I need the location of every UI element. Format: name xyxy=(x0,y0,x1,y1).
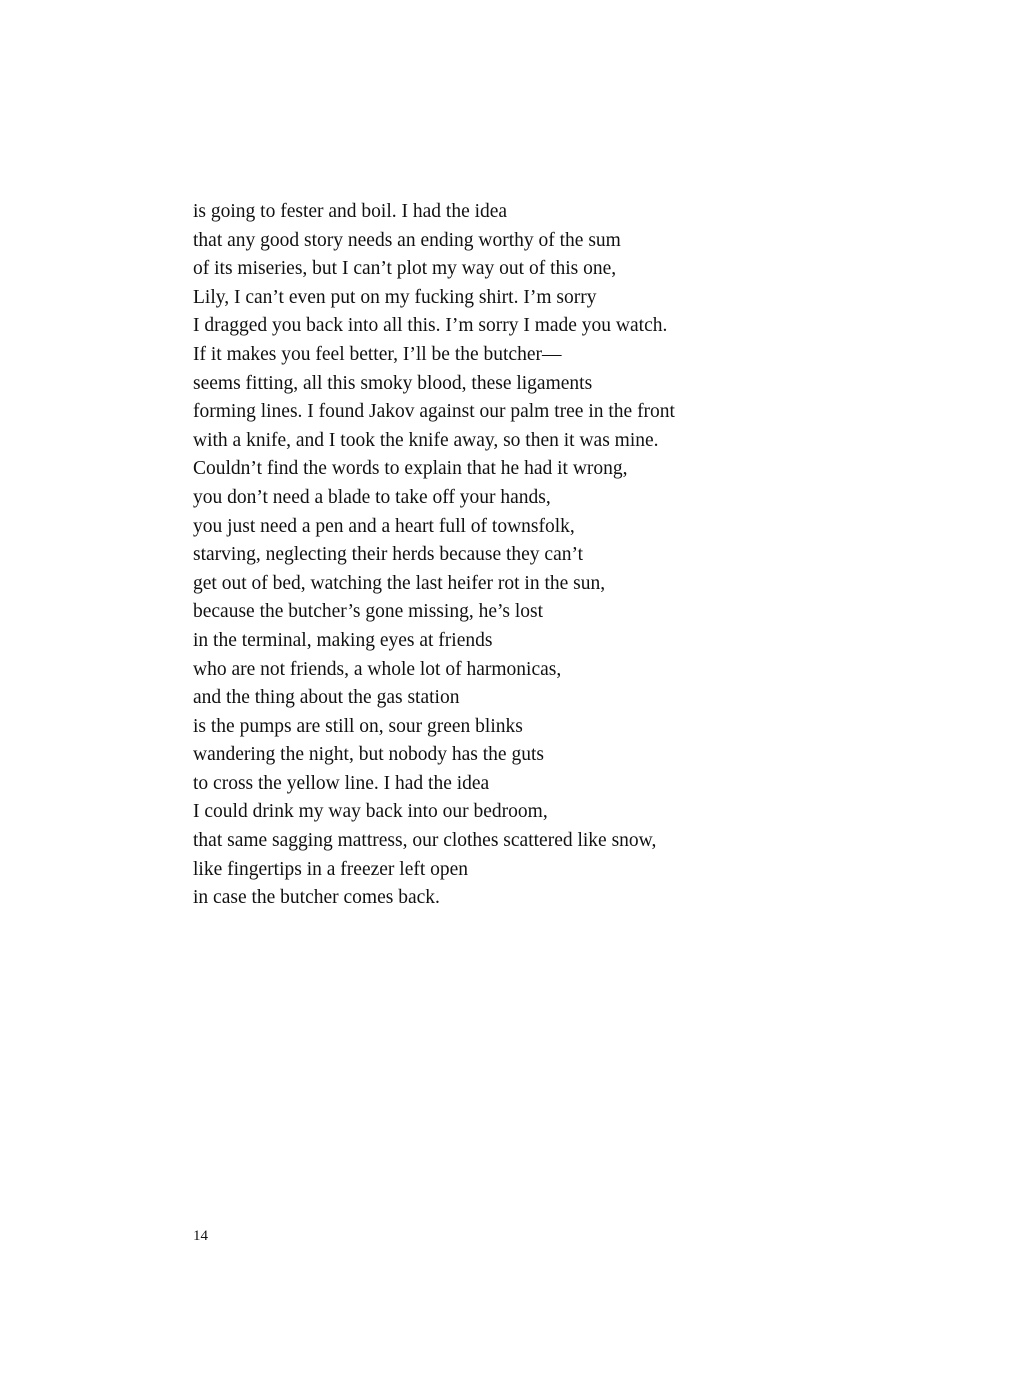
poem-line: of its miseries, but I can’t plot my way out of this one, xyxy=(193,258,617,280)
poem-line: Couldn’t find the words to explain that he had it wrong, xyxy=(193,458,628,480)
poem-line: forming lines. I found Jakov against our palm tree in the front xyxy=(193,401,675,423)
poem-line: you just need a pen and a heart full of townsfolk, xyxy=(193,515,575,537)
poem-line: I dragged you back into all this. I’m sorry I made you watch. xyxy=(193,315,668,337)
poem-line: that same sagging mattress, our clothes scattered like snow, xyxy=(193,830,657,852)
poem-line: wandering the night, but nobody has the guts xyxy=(193,744,544,766)
poem-line: who are not friends, a whole lot of harmonicas, xyxy=(193,658,562,680)
poem-line: starving, neglecting their herds because they can’t xyxy=(193,544,584,566)
poem-line: seems fitting, all this smoky blood, these ligaments xyxy=(193,372,593,394)
poem-line: to cross the yellow line. I had the idea xyxy=(193,772,490,794)
poem-body xyxy=(193,198,833,913)
poem-line: in the terminal, making eyes at friends xyxy=(193,629,493,651)
poem-line: you don’t need a blade to take off your hands, xyxy=(193,486,551,508)
poem-line: in case the butcher comes back. xyxy=(193,887,440,909)
poem-line: If it makes you feel better, I’ll be the butcher— xyxy=(193,343,562,365)
poem-line: I could drink my way back into our bedroom, xyxy=(193,801,548,823)
poem-line: that any good story needs an ending worthy of the sum xyxy=(193,229,621,251)
page-number: 14 xyxy=(193,1228,208,1244)
poem-line: Lily, I can’t even put on my fucking shirt. I’m sorry xyxy=(193,286,597,308)
poem-line: is going to fester and boil. I had the idea xyxy=(193,201,508,222)
poem-line: with a knife, and I took the knife away, so then it was mine. xyxy=(193,429,659,451)
poem-line: and the thing about the gas station xyxy=(193,687,460,709)
poem-line: like fingertips in a freezer left open xyxy=(193,858,469,880)
poem-line: get out of bed, watching the last heifer rot in the sun, xyxy=(193,572,606,594)
poem-line: is the pumps are still on, sour green blinks xyxy=(193,715,523,737)
poem-line: because the butcher’s gone missing, he’s lost xyxy=(193,601,544,623)
